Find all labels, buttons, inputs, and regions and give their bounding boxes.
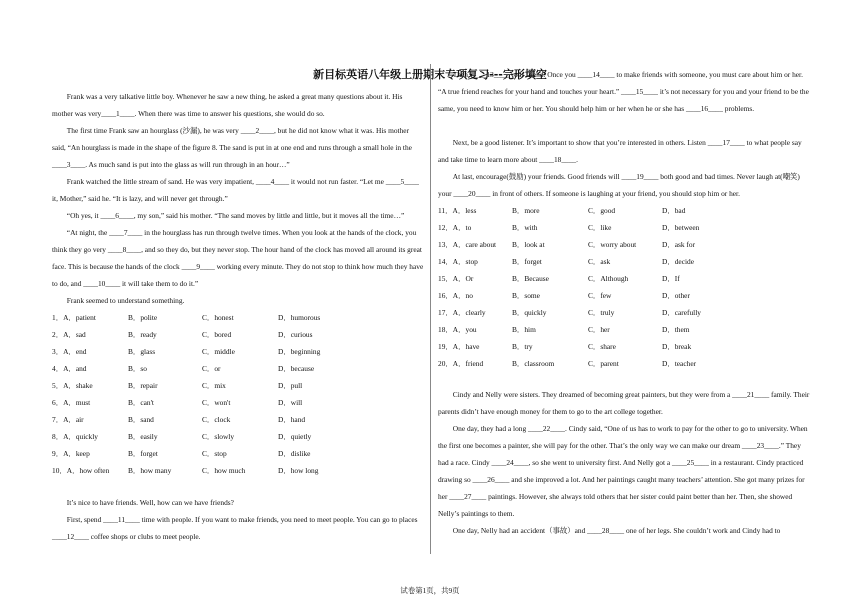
option[interactable]: D．between	[662, 223, 700, 232]
option[interactable]: C．share	[588, 342, 616, 351]
option[interactable]: D．other	[662, 291, 690, 300]
option[interactable]: D．hand	[278, 415, 306, 424]
option[interactable]: B．ready	[128, 330, 157, 339]
option[interactable]: B．more	[512, 206, 540, 215]
option[interactable]: D．decide	[662, 257, 695, 266]
option[interactable]: B．Because	[512, 274, 549, 283]
option[interactable]: C．slowly	[202, 432, 235, 441]
question-options	[438, 236, 810, 253]
option[interactable]: D．carefully	[662, 308, 701, 317]
option[interactable]: B．how many	[128, 466, 172, 475]
question-options	[52, 394, 424, 411]
option[interactable]: 20．A．friend	[438, 359, 484, 368]
page-title: 新目标英语八年级上册期末专项复习---完形填空	[313, 68, 547, 81]
options-list-1	[52, 309, 424, 479]
option[interactable]: D．dislike	[278, 449, 311, 458]
option[interactable]: 11．A．less	[438, 206, 477, 215]
option[interactable]: C．or	[202, 364, 221, 373]
option[interactable]: B．him	[512, 325, 536, 334]
option[interactable]: D．pull	[278, 381, 303, 390]
option[interactable]: B．glass	[128, 347, 156, 356]
option[interactable]: 8．A．quickly	[52, 432, 98, 441]
paragraph: Then, ____13____ your friend. Once you ____14____ to make friends with someone, you must care about him or her. “A true friend reaches for your hand and touches your heart.” ____15____ it’s not necessary for you and your friend to be the same, you need to know him or her. You should help him or her when he or she has ____16____ problems.	[438, 70, 809, 113]
option[interactable]: 9．A．keep	[52, 449, 90, 458]
option[interactable]: B．can't	[128, 398, 154, 407]
question-options	[438, 304, 810, 321]
option[interactable]: 12．A．to	[438, 223, 472, 232]
option[interactable]: 13．A．care about	[438, 240, 497, 249]
option[interactable]: 7．A．air	[52, 415, 84, 424]
paragraph: One day, they had a long ____22____. Cindy said, “One of us has to work to pay for the other to go to university. When the first one becomes a painter, she will pay for the other. That’s the only way we can make our dream ____23____.” They had a race. Cindy ____24____, so she went to university first. And Nelly got a ____25____ in a restaurant. Cindy practiced drawing so ____26____ and she improved a lot. And her paintings caught many teachers’ attention. She got many prizes for her ____27____ paintings. However, she always told others that her sister could paint better than her. Then, she showed Nelly’s paintings to them.	[438, 424, 808, 518]
option[interactable]: D．how long	[278, 466, 319, 475]
option[interactable]: C．Although	[588, 274, 629, 283]
option[interactable]: 2．A．sad	[52, 330, 86, 339]
option[interactable]: 4．A．and	[52, 364, 87, 373]
question-options	[52, 326, 424, 343]
option[interactable]: 19．A．have	[438, 342, 480, 351]
option[interactable]: D．will	[278, 398, 303, 407]
option[interactable]: D．quietly	[278, 432, 312, 441]
option[interactable]: C．mix	[202, 381, 226, 390]
option[interactable]: B．forget	[512, 257, 542, 266]
option[interactable]: D．ask for	[662, 240, 696, 249]
paragraph: Frank seemed to understand something.	[66, 296, 185, 305]
option[interactable]: B．some	[512, 291, 540, 300]
option[interactable]: D．them	[662, 325, 690, 334]
column-divider	[430, 64, 431, 554]
option[interactable]: C．her	[588, 325, 610, 334]
paragraph: Frank was a very talkative little boy. Whenever he saw a new thing, he asked a great many questions about it. His mother was very____1____. When there was time to answer his questions, she would do so.	[52, 92, 403, 118]
option[interactable]: B．look at	[512, 240, 545, 249]
option[interactable]: C．honest	[202, 313, 234, 322]
option[interactable]: B．so	[128, 364, 147, 373]
question-options	[52, 360, 424, 377]
page-footer: 试卷第1页，共9页	[400, 586, 460, 595]
option[interactable]: D．beginning	[278, 347, 321, 356]
paragraph: The first time Frank saw an hourglass (沙漏), he was very ____2____, but he did not know what it was. His mother said, “An hourglass is made in the shape of the figure 8. The sand is put in at one end and runs through a small hole in the ____3____. As much sand is put into the glass as will run through in an hour…”	[52, 126, 412, 169]
option[interactable]: C．bored	[202, 330, 232, 339]
option[interactable]: C．won't	[202, 398, 231, 407]
option[interactable]: B．easily	[128, 432, 158, 441]
option[interactable]: C．parent	[588, 359, 619, 368]
option[interactable]: B．polite	[128, 313, 158, 322]
question-options	[438, 355, 810, 372]
option[interactable]: B．quickly	[512, 308, 547, 317]
paragraph: Next, be a good listener. It’s important to show that you’re interested in others. Listen ____17____ to what people say and take time to learn more about ____18____.	[438, 138, 802, 164]
option[interactable]: 5．A．shake	[52, 381, 93, 390]
option[interactable]: C．clock	[202, 415, 231, 424]
question-options	[52, 445, 424, 462]
option[interactable]: 18．A．you	[438, 325, 477, 334]
question-options	[52, 428, 424, 445]
paragraph: “Oh yes, it ____6____, my son,” said his mother. “The sand moves by little and little, but it moves all the time…”	[66, 211, 405, 220]
question-options	[438, 287, 810, 304]
option[interactable]: C．middle	[202, 347, 235, 356]
paragraph: At last, encourage(鼓励) your friends. Good friends will ____19____ both good and bad times. Never laugh at(嘲笑) your ____20____ in front of others. If someone is laughing at your friend, you should stop him or her.	[438, 172, 800, 198]
option[interactable]: C．few	[588, 291, 612, 300]
option[interactable]: B．with	[512, 223, 538, 232]
question-options	[52, 377, 424, 394]
option[interactable]: B．classroom	[512, 359, 555, 368]
option[interactable]: 16．A．no	[438, 291, 473, 300]
question-options	[438, 219, 810, 236]
paragraph: One day, Nelly had an accident（事故）and ____28____ one of her legs. She couldn’t work and Cindy had to	[452, 526, 781, 535]
paragraph: It’s nice to have friends. Well, how can we have friends?	[66, 498, 234, 507]
options-list-2	[438, 202, 810, 372]
option[interactable]: 3．A．end	[52, 347, 87, 356]
paragraph: First, spend ____11____ time with people. If you want to make friends, you need to meet people. You can go to places ____12____ coffee shops or clubs to meet people.	[52, 515, 418, 541]
paragraph: “At night, the ____7____ in the hourglass has run through twelve times. When you look at the hands of the clock, you think they go very ____8____, and so they do, but they never stop. The hour hand of the clock has moved all around its great face. This is because the hands of the clock ____9____ working every minute. They do not stop to think how much they have to do, and ____10____ it will take them to do it.”	[52, 228, 424, 288]
paragraph: Frank watched the little stream of sand. He was very impatient, ____4____ it would not run faster. “Let me ____5____ it, Mother,” said he. “It is lazy, and will never get through.”	[52, 177, 420, 203]
question-options	[52, 343, 424, 360]
question-options	[438, 202, 810, 219]
option[interactable]: 17．A．clearly	[438, 308, 486, 317]
option[interactable]: 1．A．patient	[52, 313, 96, 322]
option[interactable]: B．repair	[128, 381, 158, 390]
question-options	[52, 309, 424, 326]
question-options	[52, 462, 424, 479]
paragraph: Cindy and Nelly were sisters. They dreamed of becoming great painters, but they were from a ____21____ family. Their parents didn’t have enough money for them to go to the art college together.	[438, 390, 810, 416]
option[interactable]: D．bad	[662, 206, 686, 215]
option[interactable]: 15．A．Or	[438, 274, 474, 283]
option[interactable]: D．humorous	[278, 313, 321, 322]
option[interactable]: C．worry about	[588, 240, 637, 249]
option[interactable]: B．sand	[128, 415, 154, 424]
option[interactable]: C．like	[588, 223, 612, 232]
question-options	[438, 270, 810, 287]
option[interactable]: B．try	[512, 342, 533, 351]
question-options	[438, 321, 810, 338]
option[interactable]: C．how much	[202, 466, 246, 475]
option[interactable]: D．because	[278, 364, 315, 373]
option[interactable]: D．If	[662, 274, 680, 283]
option[interactable]: C．stop	[202, 449, 227, 458]
option[interactable]: D．teacher	[662, 359, 697, 368]
option[interactable]: C．truly	[588, 308, 615, 317]
option[interactable]: 6．A．must	[52, 398, 91, 407]
question-options	[52, 411, 424, 428]
option[interactable]: 10．A．how often	[52, 466, 110, 475]
option[interactable]: 14．A．stop	[438, 257, 478, 266]
option[interactable]: D．curious	[278, 330, 313, 339]
option[interactable]: B．forget	[128, 449, 158, 458]
option[interactable]: D．break	[662, 342, 692, 351]
option[interactable]: C．good	[588, 206, 616, 215]
question-options	[438, 253, 810, 270]
question-options	[438, 338, 810, 355]
option[interactable]: C．ask	[588, 257, 611, 266]
